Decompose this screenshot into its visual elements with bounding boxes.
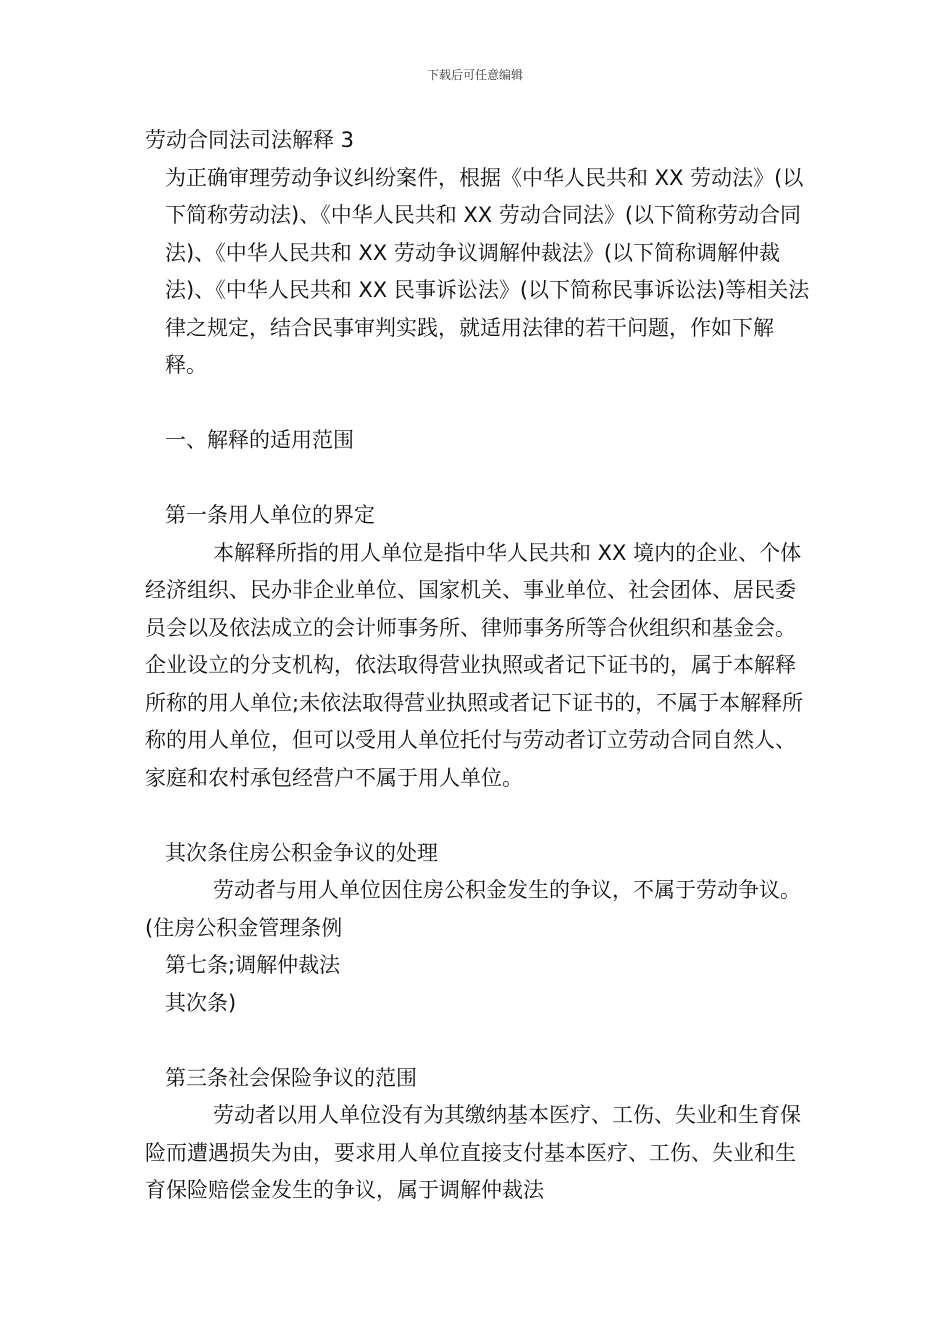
spacer [145,385,810,423]
article-3-heading: 第三条社会保险争议的范围 [165,1065,417,1090]
document-body [145,122,810,1210]
document-title: 劳动合同法司法解释 3 [145,128,355,152]
spacer [145,460,810,498]
article-2-body: 劳动者与用人单位因住房公积金发生的争议，不属于劳动争议。(住房公积金管理条例 [145,878,801,940]
article-2-heading: 其次条住房公积金争议的处理 [165,840,438,865]
spacer [145,797,810,835]
article-2-line: 第七条;调解仲裁法 [165,953,341,977]
article-1-heading: 第一条用人单位的界定 [165,503,375,527]
article-1-body: 本解释所指的用人单位是指中华人民共和 XX 境内的企业、个体经济组织、民办非企业单位、国家机关、事业单位、社会团体、居民委员会以及依法成立的会计师事务所、律师事务所等合伙组织和基金会。企业设立的分支机构，依法取得营业执照或者记下证书的，属于本解释所称的用人单位;未依法取得营业执照或者记下证书的，不属于本解释所称的用人单位，但可以受用人单位托付与劳动者订立劳动合同自然人、家庭和农村承包经营户不属于用人单位。 [145,540,804,790]
article-3-body: 劳动者以用人单位没有为其缴纳基本医疗、工伤、失业和生育保险而遭遇损失为由，要求用人单位直接支付基本医疗、工伤、失业和生育保险赔偿金发生的争议，属于调解仲裁法 [145,1103,801,1202]
section-heading: 一、解释的适用范围 [165,428,354,452]
spacer [145,1022,810,1060]
intro-paragraph: 为正确审理劳动争议纠纷案件，根据《中华人民共和 XX 劳动法》(以下简称劳动法)、《中华人民共和 XX 劳动合同法》(以下简称劳动合同法)、《中华人民共和 XX 劳动争议调解仲裁法》(以下简称调解仲裁法)、《中华人民共和 XX 民事诉讼法》(以下简称民事诉讼法)等相关法律之规定，结合民事审判实践，就适用法律的若干问题，作如下解释。 [165,165,810,377]
page-header: 下载后可任意编辑 [426,68,523,82]
article-2-line: 其次条) [165,990,237,1015]
